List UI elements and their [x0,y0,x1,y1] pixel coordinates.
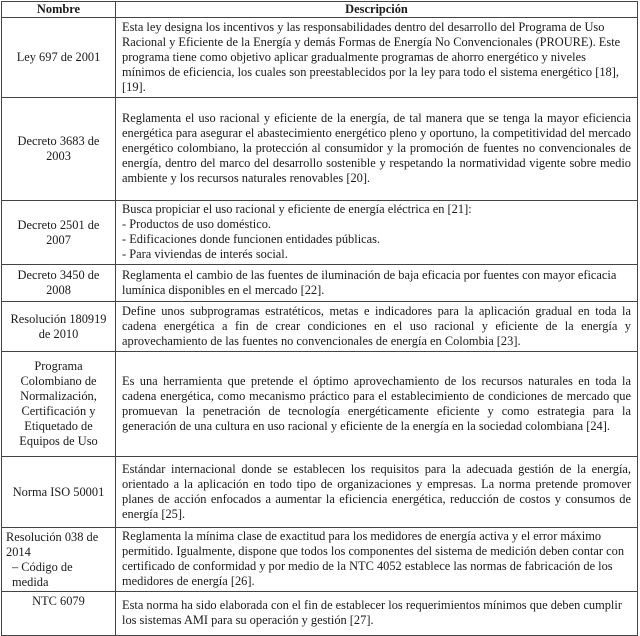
description-item: - Productos de uso doméstico. [122,217,272,231]
regulations-table [1,1,638,636]
row-name: Decreto 2501 de 2007 [2,201,116,265]
description-intro: Busca propiciar el uso racional y eficiente de energía eléctrica en [21]: [122,202,472,216]
table-row [2,18,638,98]
table-row [2,457,638,528]
table-row [2,302,638,352]
header-row [2,2,638,18]
row-name: Programa Colombiano de Normalización, Certificación y Etiquetado de Equipos de Uso [2,352,116,457]
row-name: Resolución 180919 de 2010 [2,302,116,352]
name-line: 2014 [6,544,31,559]
description-item: - Edificaciones donde funcionen entidades públicas. [122,232,381,246]
table-row [2,352,638,457]
row-description [116,201,638,265]
row-name: Norma ISO 50001 [2,457,116,528]
row-name: Decreto 3450 de 2008 [2,265,116,302]
row-description: Es una herramienta que pretende el óptimo aprovechamiento de los recursos naturales en toda la cadena energética, como mecanismo práctico para el establecimiento de condiciones de mercado que promuevan la penetración de tecnología energéticamente eficiente y como estrategia para la generación de una cultura en uso racional y eficiente de la energía en la sociedad colombiana [24]. [116,352,638,457]
description-item: - Para viviendas de interés social. [122,247,288,261]
row-description: Esta norma ha sido elaborada con el fin de establecer los requerimientos mínimos que deben cumplir los sistemas AMI para su operación y gestión [27]. [116,592,638,636]
header-nombre: Nombre [2,2,116,18]
name-line: medida [12,574,49,589]
header-descripcion: Descripción [116,2,638,18]
row-description: Esta ley designa los incentivos y las responsabilidades dentro del desarrollo del Programa de Uso Racional y Eficiente de la Energía y demás Formas de Energía No Convencionales (PROURE). Este programa tiene como objetivo aplicar gradualmente programas de ahorro energético y niveles mínimos de eficiencia, los cuales son preestablecidos por la ley para todo el sistema energético [18], [19]. [116,18,638,98]
table-row [2,592,638,636]
name-line: Resolución 038 de [6,529,99,544]
row-description: Reglamenta el uso racional y eficiente de la energía, de tal manera que se tenga la mayor eficiencia energética para asegurar el abastecimiento energético pleno y oportuno, la competitividad del mercado energético colombiano, la protección al consumidor y la promoción de fuentes no convencionales de energía, dentro del marco del desarrollo sostenible y respetando la normatividad vigente sobre medio ambiente y los recursos naturales renovables [20]. [116,98,638,201]
row-description: Reglamenta la mínima clase de exactitud para los medidores de energía activa y el error máximo permitido. Igualmente, dispone que todos los componentes del sistema de medición deben contar con certificado de conformidad y por medio de la NTC 4052 establece las normas de fabricación de los medidores de energía [26]. [116,528,638,592]
row-name: Ley 697 de 2001 [2,18,116,98]
name-line: – Código de [12,559,73,574]
table-row [2,98,638,201]
row-name [2,528,116,592]
table-row [2,265,638,302]
row-description: Define unos subprogramas estratéticos, metas e indicadores para la aplicación gradual en toda la cadena energética a fin de crear condiciones en el uso racional y eficiente de la energía y aprovechamiento de las fuentes no convencionales de energía en Colombia [23]. [116,302,638,352]
row-name: NTC 6079 [2,592,116,636]
row-name: Decreto 3683 de 2003 [2,98,116,201]
row-description: Reglamenta el cambio de las fuentes de iluminación de baja eficacia por fuentes con mayor eficacia lumínica disponibles en el mercado [22]. [116,265,638,302]
table-row [2,528,638,592]
table-row [2,201,638,265]
row-description: Estándar internacional donde se establecen los requisitos para la adecuada gestión de la energía, orientado a la aplicación en todo tipo de organizaciones y empresas. La norma pretende promover planes de acción enfocados a aumentar la eficiencia energética, reducción de costos y consumos de energía [25]. [116,457,638,528]
